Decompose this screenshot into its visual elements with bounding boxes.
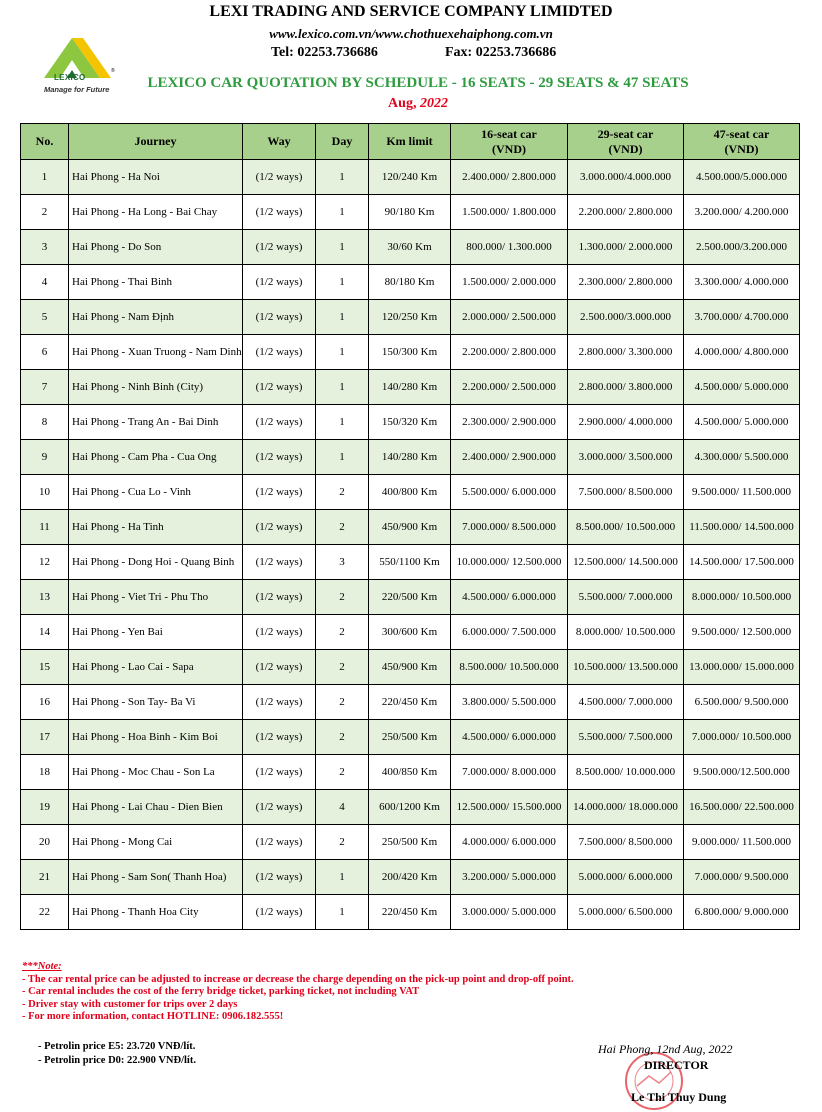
table-row	[21, 370, 800, 405]
table-row	[21, 615, 800, 650]
price-47-seat-cell: 3.300.000/ 4.000.000	[684, 265, 800, 300]
note-item: - The car rental price can be adjusted to increase or decrease the charge depending on the pick-up point and drop-off point.	[22, 973, 574, 985]
row-number-cell: 22	[21, 895, 69, 930]
row-number-cell: 5	[21, 300, 69, 335]
day-cell: 1	[316, 300, 369, 335]
journey-cell: Hai Phong - Viet Tri - Phu Tho	[69, 580, 243, 615]
column-header-label: Way	[267, 134, 291, 148]
table-row	[21, 195, 800, 230]
price-16-seat-cell: 2.400.000/ 2.800.000	[451, 160, 568, 195]
journey-cell: Hai Phong - Yen Bai	[69, 615, 243, 650]
km-limit-cell: 30/60 Km	[369, 230, 451, 265]
price-29-seat-cell: 2.500.000/3.000.000	[568, 300, 684, 335]
day-cell: 2	[316, 720, 369, 755]
day-cell: 2	[316, 615, 369, 650]
column-header	[684, 124, 800, 160]
signature-name: Le Thi Thuy Dung	[631, 1090, 727, 1104]
journey-cell: Hai Phong - Son Tay- Ba Vi	[69, 685, 243, 720]
way-cell: (1/2 ways)	[243, 510, 316, 545]
row-number-cell: 2	[21, 195, 69, 230]
km-limit-cell: 300/600 Km	[369, 615, 451, 650]
fax: Fax: 02253.736686	[445, 45, 557, 60]
table-row	[21, 545, 800, 580]
price-29-seat-cell: 14.000.000/ 18.000.000	[568, 790, 684, 825]
logo-registered-mark: ®	[111, 68, 115, 74]
km-limit-cell: 140/280 Km	[369, 370, 451, 405]
website: www.lexico.com.vn/www.chothuexehaiphong.com.vn	[269, 26, 553, 41]
km-limit-cell: 150/320 Km	[369, 405, 451, 440]
km-limit-cell: 220/450 Km	[369, 895, 451, 930]
table-row	[21, 510, 800, 545]
journey-cell: Hai Phong - Lai Chau - Dien Bien	[69, 790, 243, 825]
price-29-seat-cell: 8.000.000/ 10.500.000	[568, 615, 684, 650]
km-limit-cell: 150/300 Km	[369, 335, 451, 370]
price-16-seat-cell: 3.000.000/ 5.000.000	[451, 895, 568, 930]
column-header-unit: (VND)	[492, 141, 526, 156]
row-number-cell: 13	[21, 580, 69, 615]
price-47-seat-cell: 13.000.000/ 15.000.000	[684, 650, 800, 685]
row-number-cell: 15	[21, 650, 69, 685]
price-16-seat-cell: 2.200.000/ 2.800.000	[451, 335, 568, 370]
table-row	[21, 580, 800, 615]
day-cell: 2	[316, 685, 369, 720]
row-number-cell: 7	[21, 370, 69, 405]
table-row	[21, 860, 800, 895]
way-cell: (1/2 ways)	[243, 685, 316, 720]
journey-cell: Hai Phong - Cua Lo - Vinh	[69, 475, 243, 510]
row-number-cell: 11	[21, 510, 69, 545]
price-16-seat-cell: 3.800.000/ 5.500.000	[451, 685, 568, 720]
price-16-seat-cell: 1.500.000/ 2.000.000	[451, 265, 568, 300]
km-limit-cell: 550/1100 Km	[369, 545, 451, 580]
column-header-unit: (VND)	[608, 141, 643, 156]
km-limit-cell: 220/450 Km	[369, 685, 451, 720]
journey-cell: Hai Phong - Mong Cai	[69, 825, 243, 860]
note-item: - For more information, contact HOTLINE: 0906.182.555!	[22, 1011, 284, 1022]
price-29-seat-cell: 2.800.000/ 3.800.000	[568, 370, 684, 405]
price-29-seat-cell: 3.000.000/ 3.500.000	[568, 440, 684, 475]
table-row	[21, 230, 800, 265]
journey-cell: Hai Phong - Cam Pha - Cua Ong	[69, 440, 243, 475]
price-29-seat-cell: 2.900.000/ 4.000.000	[568, 405, 684, 440]
table-row	[21, 440, 800, 475]
price-47-seat-cell: 16.500.000/ 22.500.000	[684, 790, 800, 825]
way-cell: (1/2 ways)	[243, 370, 316, 405]
day-cell: 1	[316, 440, 369, 475]
table-body	[21, 160, 800, 930]
day-cell: 1	[316, 860, 369, 895]
price-table	[20, 123, 800, 930]
quotation-month: Aug,	[388, 96, 417, 111]
way-cell: (1/2 ways)	[243, 265, 316, 300]
price-47-seat-cell: 9.500.000/12.500.000	[684, 755, 800, 790]
day-cell: 2	[316, 755, 369, 790]
day-cell: 2	[316, 825, 369, 860]
journey-cell: Hai Phong - Trang An - Bai Dinh	[69, 405, 243, 440]
journey-cell: Hai Phong - Do Son	[69, 230, 243, 265]
table-row	[21, 475, 800, 510]
price-47-seat-cell: 4.500.000/ 5.000.000	[684, 370, 800, 405]
table-row	[21, 160, 800, 195]
day-cell: 4	[316, 790, 369, 825]
row-number-cell: 9	[21, 440, 69, 475]
journey-cell: Hai Phong - Hoa Binh - Kim Boi	[69, 720, 243, 755]
way-cell: (1/2 ways)	[243, 580, 316, 615]
price-16-seat-cell: 7.000.000/ 8.500.000	[451, 510, 568, 545]
row-number-cell: 3	[21, 230, 69, 265]
signature-place-date: Hai Phong, 12nd Aug, 2022	[598, 1042, 733, 1056]
price-16-seat-cell: 4.000.000/ 6.000.000	[451, 825, 568, 860]
km-limit-cell: 200/420 Km	[369, 860, 451, 895]
column-header-unit: (VND)	[724, 141, 759, 156]
way-cell: (1/2 ways)	[243, 790, 316, 825]
way-cell: (1/2 ways)	[243, 160, 316, 195]
logo-tagline: Manage for Future	[44, 85, 110, 94]
km-limit-cell: 450/900 Km	[369, 650, 451, 685]
price-29-seat-cell: 7.500.000/ 8.500.000	[568, 825, 684, 860]
day-cell: 2	[316, 475, 369, 510]
table-row	[21, 300, 800, 335]
price-47-seat-cell: 4.500.000/ 5.000.000	[684, 405, 800, 440]
way-cell: (1/2 ways)	[243, 335, 316, 370]
logo-text: LEXICO	[54, 73, 86, 82]
table-row	[21, 265, 800, 300]
way-cell: (1/2 ways)	[243, 860, 316, 895]
km-limit-cell: 80/180 Km	[369, 265, 451, 300]
way-cell: (1/2 ways)	[243, 895, 316, 930]
price-16-seat-cell: 5.500.000/ 6.000.000	[451, 475, 568, 510]
journey-cell: Hai Phong - Ha Noi	[69, 160, 243, 195]
price-29-seat-cell: 8.500.000/ 10.500.000	[568, 510, 684, 545]
way-cell: (1/2 ways)	[243, 405, 316, 440]
journey-cell: Hai Phong - Nam Định	[69, 300, 243, 335]
price-47-seat-cell: 9.000.000/ 11.500.000	[684, 825, 800, 860]
price-16-seat-cell: 3.200.000/ 5.000.000	[451, 860, 568, 895]
price-16-seat-cell: 12.500.000/ 15.500.000	[451, 790, 568, 825]
company-name: LEXI TRADING AND SERVICE COMPANY LIMIDTED	[209, 3, 613, 20]
column-header-label: No.	[35, 134, 54, 148]
row-number-cell: 16	[21, 685, 69, 720]
day-cell: 2	[316, 580, 369, 615]
price-16-seat-cell: 2.200.000/ 2.500.000	[451, 370, 568, 405]
price-47-seat-cell: 4.500.000/5.000.000	[684, 160, 800, 195]
journey-cell: Hai Phong - Dong Hoi - Quang Binh	[69, 545, 243, 580]
notes-heading: ***Note:	[22, 961, 62, 972]
day-cell: 1	[316, 335, 369, 370]
column-header-label: Day	[331, 134, 353, 148]
tel: Tel: 02253.736686	[271, 45, 378, 60]
km-limit-cell: 120/250 Km	[369, 300, 451, 335]
row-number-cell: 8	[21, 405, 69, 440]
price-29-seat-cell: 5.000.000/ 6.000.000	[568, 860, 684, 895]
row-number-cell: 20	[21, 825, 69, 860]
day-cell: 3	[316, 545, 369, 580]
price-29-seat-cell: 7.500.000/ 8.500.000	[568, 475, 684, 510]
price-47-seat-cell: 11.500.000/ 14.500.000	[684, 510, 800, 545]
km-limit-cell: 120/240 Km	[369, 160, 451, 195]
km-limit-cell: 450/900 Km	[369, 510, 451, 545]
day-cell: 1	[316, 230, 369, 265]
price-29-seat-cell: 1.300.000/ 2.000.000	[568, 230, 684, 265]
row-number-cell: 4	[21, 265, 69, 300]
column-header-label: 47-seat car	[713, 126, 770, 141]
note-item: - Driver stay with customer for trips over 2 days	[22, 998, 238, 1010]
km-limit-cell: 400/850 Km	[369, 755, 451, 790]
way-cell: (1/2 ways)	[243, 545, 316, 580]
price-29-seat-cell: 2.300.000/ 2.800.000	[568, 265, 684, 300]
way-cell: (1/2 ways)	[243, 615, 316, 650]
column-header-label: 16-seat car	[481, 126, 537, 141]
quotation-date	[0, 96, 822, 112]
table-row	[21, 755, 800, 790]
day-cell: 2	[316, 650, 369, 685]
table-row	[21, 825, 800, 860]
table-row	[21, 895, 800, 930]
table-row	[21, 405, 800, 440]
day-cell: 1	[316, 195, 369, 230]
price-47-seat-cell: 7.000.000/ 9.500.000	[684, 860, 800, 895]
journey-cell: Hai Phong - Thai Binh	[69, 265, 243, 300]
row-number-cell: 14	[21, 615, 69, 650]
price-29-seat-cell: 2.800.000/ 3.300.000	[568, 335, 684, 370]
column-header	[369, 124, 451, 160]
day-cell: 2	[316, 510, 369, 545]
column-header-label: 29-seat car	[597, 126, 654, 141]
petrol-price-d0: - Petrolin price D0: 22.900 VNĐ/lít.	[38, 1055, 196, 1066]
row-number-cell: 19	[21, 790, 69, 825]
km-limit-cell: 250/500 Km	[369, 720, 451, 755]
km-limit-cell: 140/280 Km	[369, 440, 451, 475]
way-cell: (1/2 ways)	[243, 650, 316, 685]
day-cell: 1	[316, 265, 369, 300]
column-header	[316, 124, 369, 160]
journey-cell: Hai Phong - Ha Long - Bai Chay	[69, 195, 243, 230]
price-16-seat-cell: 4.500.000/ 6.000.000	[451, 580, 568, 615]
day-cell: 1	[316, 160, 369, 195]
journey-cell: Hai Phong - Ha Tinh	[69, 510, 243, 545]
row-number-cell: 10	[21, 475, 69, 510]
km-limit-cell: 250/500 Km	[369, 825, 451, 860]
price-47-seat-cell: 6.800.000/ 9.000.000	[684, 895, 800, 930]
column-header	[69, 124, 243, 160]
journey-cell: Hai Phong - Sam Son( Thanh Hoa)	[69, 860, 243, 895]
km-limit-cell: 400/800 Km	[369, 475, 451, 510]
price-29-seat-cell: 5.000.000/ 6.500.000	[568, 895, 684, 930]
day-cell: 1	[316, 370, 369, 405]
table-row	[21, 720, 800, 755]
way-cell: (1/2 ways)	[243, 440, 316, 475]
price-47-seat-cell: 9.500.000/ 11.500.000	[684, 475, 800, 510]
price-47-seat-cell: 3.700.000/ 4.700.000	[684, 300, 800, 335]
price-29-seat-cell: 4.500.000/ 7.000.000	[568, 685, 684, 720]
signature-title: DIRECTOR	[644, 1058, 709, 1072]
journey-cell: Hai Phong - Ninh Binh (City)	[69, 370, 243, 405]
price-16-seat-cell: 8.500.000/ 10.500.000	[451, 650, 568, 685]
price-47-seat-cell: 6.500.000/ 9.500.000	[684, 685, 800, 720]
notes	[22, 961, 574, 1024]
price-16-seat-cell: 800.000/ 1.300.000	[451, 230, 568, 265]
price-29-seat-cell: 8.500.000/ 10.000.000	[568, 755, 684, 790]
table-row	[21, 790, 800, 825]
price-16-seat-cell: 1.500.000/ 1.800.000	[451, 195, 568, 230]
price-47-seat-cell: 9.500.000/ 12.500.000	[684, 615, 800, 650]
column-header-label: Km limit	[386, 134, 433, 148]
row-number-cell: 18	[21, 755, 69, 790]
journey-cell: Hai Phong - Moc Chau - Son La	[69, 755, 243, 790]
column-header-label: Journey	[134, 134, 177, 148]
journey-cell: Hai Phong - Lao Cai - Sapa	[69, 650, 243, 685]
quotation-title: LEXICO CAR QUOTATION BY SCHEDULE - 16 SEATS - 29 SEATS & 47 SEATS	[147, 75, 689, 91]
way-cell: (1/2 ways)	[243, 475, 316, 510]
price-47-seat-cell: 2.500.000/3.200.000	[684, 230, 800, 265]
price-47-seat-cell: 4.000.000/ 4.800.000	[684, 335, 800, 370]
way-cell: (1/2 ways)	[243, 300, 316, 335]
price-47-seat-cell: 7.000.000/ 10.500.000	[684, 720, 800, 755]
note-item: - Car rental includes the cost of the ferry bridge ticket, parking ticket, not including VAT	[22, 986, 420, 997]
table-header-row	[21, 124, 800, 160]
way-cell: (1/2 ways)	[243, 720, 316, 755]
price-29-seat-cell: 5.500.000/ 7.000.000	[568, 580, 684, 615]
day-cell: 1	[316, 895, 369, 930]
petrol-prices	[38, 1040, 196, 1068]
price-47-seat-cell: 14.500.000/ 17.500.000	[684, 545, 800, 580]
price-29-seat-cell: 12.500.000/ 14.500.000	[568, 545, 684, 580]
price-16-seat-cell: 2.300.000/ 2.900.000	[451, 405, 568, 440]
price-16-seat-cell: 7.000.000/ 8.000.000	[451, 755, 568, 790]
column-header	[568, 124, 684, 160]
row-number-cell: 21	[21, 860, 69, 895]
row-number-cell: 6	[21, 335, 69, 370]
day-cell: 1	[316, 405, 369, 440]
price-29-seat-cell: 5.500.000/ 7.500.000	[568, 720, 684, 755]
price-16-seat-cell: 6.000.000/ 7.500.000	[451, 615, 568, 650]
row-number-cell: 1	[21, 160, 69, 195]
quotation-year: 2022	[419, 96, 448, 111]
km-limit-cell: 600/1200 Km	[369, 790, 451, 825]
table-row	[21, 335, 800, 370]
price-16-seat-cell: 4.500.000/ 6.000.000	[451, 720, 568, 755]
column-header	[451, 124, 568, 160]
price-16-seat-cell: 2.000.000/ 2.500.000	[451, 300, 568, 335]
row-number-cell: 12	[21, 545, 69, 580]
way-cell: (1/2 ways)	[243, 755, 316, 790]
petrol-price-e5: - Petrolin price E5: 23.720 VNĐ/lít.	[38, 1041, 196, 1052]
column-header	[243, 124, 316, 160]
price-47-seat-cell: 3.200.000/ 4.200.000	[684, 195, 800, 230]
way-cell: (1/2 ways)	[243, 195, 316, 230]
column-header	[21, 124, 69, 160]
km-limit-cell: 90/180 Km	[369, 195, 451, 230]
journey-cell: Hai Phong - Thanh Hoa City	[69, 895, 243, 930]
way-cell: (1/2 ways)	[243, 825, 316, 860]
table-row	[21, 650, 800, 685]
price-29-seat-cell: 3.000.000/4.000.000	[568, 160, 684, 195]
journey-cell: Hai Phong - Xuan Truong - Nam Dinh	[69, 335, 243, 370]
price-47-seat-cell: 8.000.000/ 10.500.000	[684, 580, 800, 615]
price-29-seat-cell: 10.500.000/ 13.500.000	[568, 650, 684, 685]
way-cell: (1/2 ways)	[243, 230, 316, 265]
price-47-seat-cell: 4.300.000/ 5.500.000	[684, 440, 800, 475]
price-16-seat-cell: 10.000.000/ 12.500.000	[451, 545, 568, 580]
km-limit-cell: 220/500 Km	[369, 580, 451, 615]
price-29-seat-cell: 2.200.000/ 2.800.000	[568, 195, 684, 230]
price-16-seat-cell: 2.400.000/ 2.900.000	[451, 440, 568, 475]
table-row	[21, 685, 800, 720]
row-number-cell: 17	[21, 720, 69, 755]
